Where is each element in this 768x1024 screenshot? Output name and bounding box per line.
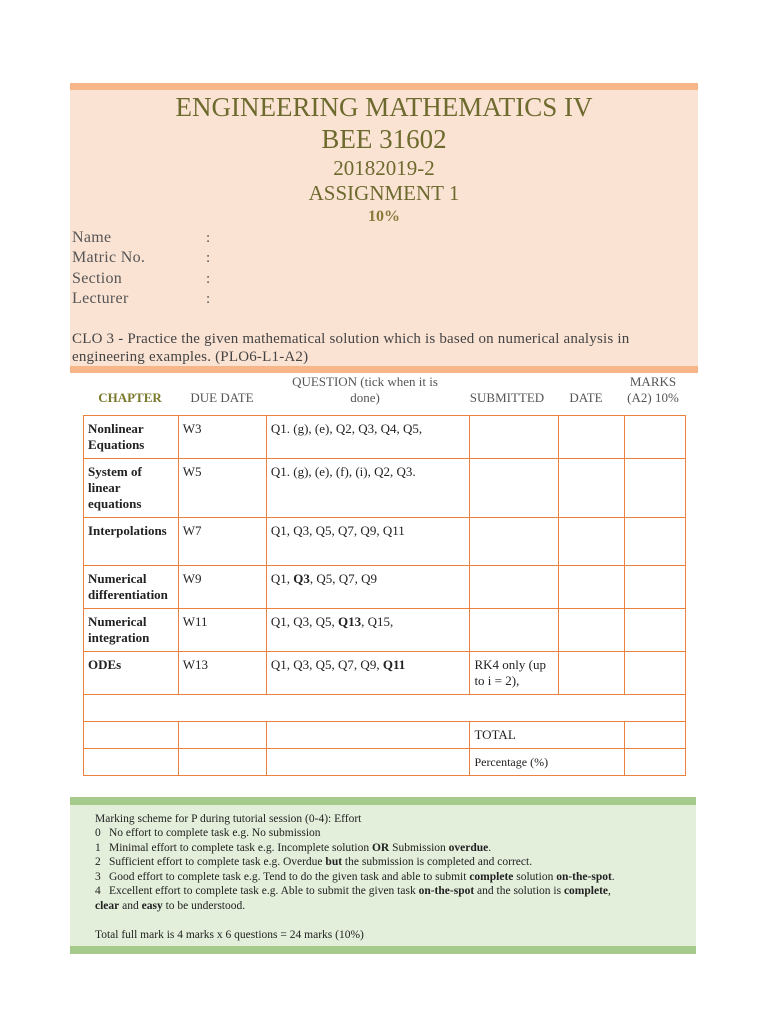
empty-cell <box>266 722 470 749</box>
submitted-cell[interactable] <box>470 518 558 566</box>
marking-item: 0 No effort to complete task e.g. No submission <box>95 827 321 839</box>
marking-text: Good effort to complete task e.g. Tend to do the given task and able to submit complete solution on-the-spot. <box>109 871 615 883</box>
date-cell[interactable] <box>558 416 624 459</box>
table-row <box>84 518 686 566</box>
field-lecturer-label: Lecturer <box>72 290 129 307</box>
field-name-label: Name <box>72 229 112 246</box>
due-cell: W13 <box>178 652 266 695</box>
course-code: BEE 31602 <box>321 124 447 154</box>
date-cell[interactable] <box>558 566 624 609</box>
marking-title: Marking scheme for P during tutorial session (0-4): Effort <box>95 813 362 825</box>
submitted-cell[interactable] <box>470 566 558 609</box>
header-bottom-border <box>70 366 698 373</box>
header-marks: MARKS (A2) 10% <box>627 374 679 405</box>
date-cell[interactable] <box>558 609 624 652</box>
marking-item: 1 Minimal effort to complete task e.g. Incomplete solution OR Submission overdue. <box>95 842 492 854</box>
session: 20182019-2 <box>333 156 435 180</box>
date-cell[interactable] <box>558 652 624 695</box>
table-row <box>84 416 686 459</box>
table-row <box>84 652 686 695</box>
empty-cell <box>84 722 179 749</box>
question-cell[interactable]: Q1, Q3, Q5, Q7, Q9, Q11 <box>266 518 470 566</box>
submitted-cell[interactable] <box>470 459 558 518</box>
marking-item: 3 Good effort to complete task e.g. Tend to do the given task and able to submit complete solution on-the-spot. <box>95 871 615 883</box>
header-question: QUESTION (tick when it is done) <box>292 374 438 405</box>
due-cell: W7 <box>178 518 266 566</box>
total-label: TOTAL <box>470 722 625 749</box>
field-name-colon: : <box>206 230 211 246</box>
question-cell[interactable]: Q1, Q3, Q5, Q7, Q9, Q11 <box>266 652 470 695</box>
marking-item: 2 Sufficient effort to complete task e.g. Overdue but the submission is completed and correct. <box>95 856 533 868</box>
question-cell[interactable]: Q1. (g), (e), (f), (i), Q2, Q3. <box>266 459 470 518</box>
marking-bottom-border <box>70 946 696 954</box>
table-row <box>84 459 686 518</box>
header-submitted: SUBMITTED <box>469 390 545 405</box>
empty-cell <box>266 749 470 776</box>
total-value-cell[interactable] <box>625 722 686 749</box>
field-section-label: Section <box>72 270 123 287</box>
marks-cell[interactable] <box>625 609 686 652</box>
marking-text: Minimal effort to complete task e.g. Incomplete solution OR Submission overdue. <box>109 842 492 854</box>
table-row-percentage <box>84 749 686 776</box>
question-cell[interactable]: Q1, Q3, Q5, Q13, Q15, <box>266 609 470 652</box>
chapter-cell: System of linear equations <box>84 459 179 518</box>
submitted-cell[interactable] <box>470 416 558 459</box>
marks-cell[interactable] <box>625 518 686 566</box>
marks-cell[interactable] <box>625 652 686 695</box>
marking-text: Excellent effort to complete task e.g. Able to submit the given task on-the-spot and the solution is complete, <box>109 885 611 897</box>
question-cell[interactable]: Q1, Q3, Q5, Q7, Q9 <box>266 566 470 609</box>
submitted-cell[interactable] <box>470 609 558 652</box>
marks-cell[interactable] <box>625 416 686 459</box>
clo-statement: CLO 3 - Practice the given mathematical solution which is based on numerical analysis in engineering examples. (PLO6-L1-A2) <box>72 331 630 365</box>
marking-continuation: clear and easy to be understood. <box>95 900 246 912</box>
table-row <box>84 566 686 609</box>
marking-total-note: Total full mark is 4 marks x 6 questions = 24 marks (10%) <box>95 929 364 941</box>
field-matric-colon: : <box>206 250 211 266</box>
empty-cell <box>178 749 266 776</box>
date-cell[interactable] <box>558 459 624 518</box>
submitted-cell[interactable]: RK4 only (up to i = 2), <box>470 652 558 695</box>
due-cell: W9 <box>178 566 266 609</box>
header-top-border <box>70 83 698 90</box>
blank-cell <box>84 695 686 722</box>
chapter-cell: Interpolations <box>84 518 179 566</box>
table-row-blank <box>84 695 686 722</box>
assignment-table <box>83 415 686 776</box>
marking-text: No effort to complete task e.g. No submission <box>109 827 321 839</box>
field-section-colon: : <box>206 271 211 287</box>
empty-cell <box>178 722 266 749</box>
marking-top-border <box>70 797 696 805</box>
chapter-cell: Nonlinear Equations <box>84 416 179 459</box>
marks-cell[interactable] <box>625 459 686 518</box>
empty-cell <box>84 749 179 776</box>
course-title: ENGINEERING MATHEMATICS IV <box>175 92 593 122</box>
field-matric-label: Matric No. <box>72 249 146 266</box>
due-cell: W3 <box>178 416 266 459</box>
field-lecturer-colon: : <box>206 291 211 307</box>
percentage-value-cell[interactable] <box>625 749 686 776</box>
due-cell: W5 <box>178 459 266 518</box>
table-row <box>84 609 686 652</box>
chapter-cell: Numerical differentiation <box>84 566 179 609</box>
date-cell[interactable] <box>558 518 624 566</box>
table-row-total <box>84 722 686 749</box>
marks-cell[interactable] <box>625 566 686 609</box>
chapter-cell: ODEs <box>84 652 179 695</box>
header-due-date: DUE DATE <box>190 390 254 405</box>
assignment-title: ASSIGNMENT 1 <box>308 181 460 205</box>
marking-text: Sufficient effort to complete task e.g. Overdue but the submission is completed and correct. <box>109 856 533 868</box>
header-date: DATE <box>569 390 603 405</box>
percentage-label: Percentage (%) <box>470 749 625 776</box>
assignment-weight: 10% <box>368 208 400 225</box>
question-cell[interactable]: Q1. (g), (e), Q2, Q3, Q4, Q5, <box>266 416 470 459</box>
marking-item: 4 Excellent effort to complete task e.g. Able to submit the given task on-the-spot and the solution is complete, <box>95 885 611 897</box>
chapter-cell: Numerical integration <box>84 609 179 652</box>
header-chapter: CHAPTER <box>98 390 162 405</box>
due-cell: W11 <box>178 609 266 652</box>
